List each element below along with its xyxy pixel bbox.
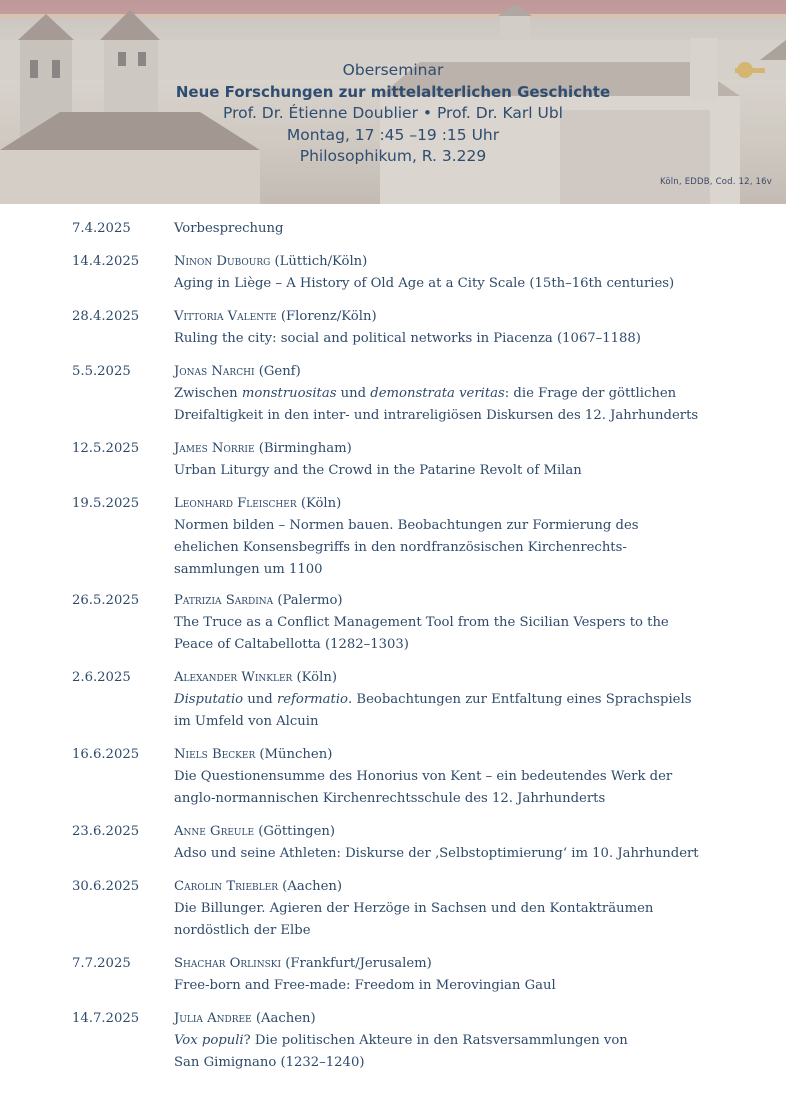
seminar-series: Oberseminar [342,61,444,79]
talk-title-line: ehelichen Konsensbegriffs in den nordfranzösischen Kirchenrechts- [174,540,627,555]
talk-title-line: Vorbesprechung [174,221,284,236]
entry-body [174,744,764,810]
entry-date: 16.6.2025 [72,747,140,762]
entry-body [174,251,764,295]
entry-date: 26.5.2025 [72,593,140,608]
entry-speaker [174,361,764,383]
speaker-affiliation: (Lüttich/Köln) [270,254,368,269]
speaker-name: Anne Greule [174,824,255,839]
entry-date: 14.4.2025 [72,254,140,269]
entry-date: 7.7.2025 [72,956,131,971]
entry-date: 5.5.2025 [72,364,131,379]
talk-title-line: im Umfeld von Alcuin [174,714,319,729]
entry-speaker [174,493,764,515]
speaker-affiliation: (Genf) [254,364,301,379]
entry-date: 7.4.2025 [72,221,131,236]
talk-title-line: Zwischen monstruositas und demonstrata veritas: die Frage der göttlichen [174,386,677,401]
entry-speaker [174,667,764,689]
image-credit: Köln, EDDB, Cod. 12, 16v [659,177,772,187]
speaker-affiliation: (München) [255,747,333,762]
talk-title-line: Die Questionensumme des Honorius von Kent – ein bedeutendes Werk der [174,769,673,784]
entry-date: 30.6.2025 [72,879,140,894]
speaker-name: Ninon Dubourg [174,254,271,269]
talk-title-line: Disputatio und reformatio. Beobachtungen zur Entfaltung eines Sprachspiels [174,692,692,707]
entry-speaker [174,953,764,975]
talk-title-line: Free-born and Free-made: Freedom in Merovingian Gaul [174,978,556,993]
entry-body [174,493,764,581]
session-time: Montag, 17 :45 –19 :15 Uhr [286,125,500,144]
talk-title-line: The Truce as a Conflict Management Tool from the Sicilian Vespers to the [174,615,669,630]
entry-speaker [174,821,764,843]
speaker-affiliation: (Palermo) [273,593,343,608]
speaker-name: Patrizia Sardina [174,593,274,608]
speaker-affiliation: (Aachen) [251,1011,316,1026]
entry-date: 2.6.2025 [72,670,131,685]
entry-body [174,218,764,240]
speaker-affiliation: (Frankfurt/Jerusalem) [281,956,432,971]
talk-title-line: Vox populi? Die politischen Akteure in den Ratsversammlungen von [174,1033,628,1048]
entry-body [174,667,764,733]
entry-speaker [174,876,764,898]
entry-speaker [174,590,764,612]
entry-body [174,821,764,865]
entry-body [174,876,764,942]
speaker-name: Shachar Orlinski [174,956,282,971]
speaker-affiliation: (Köln) [292,670,337,685]
entry-speaker [174,251,764,273]
entry-speaker [174,1008,764,1030]
entry-body [174,306,764,350]
entry-speaker [174,744,764,766]
talk-title-line: anglo-normannischen Kirchenrechtsschule des 12. Jahrhunderts [174,791,606,806]
entry-date: 23.6.2025 [72,824,140,839]
talk-title-line: Dreifaltigkeit in den inter- und intrareligiösen Diskursen des 12. Jahrhunderts [174,408,699,423]
entry-date: 28.4.2025 [72,309,140,324]
talk-title-line: Aging in Liège – A History of Old Age at a City Scale (15th–16th centuries) [174,276,675,291]
entry-date: 12.5.2025 [72,441,140,456]
talk-title-line: San Gimignano (1232–1240) [174,1055,365,1070]
entry-body [174,361,764,427]
speaker-affiliation: (Birmingham) [254,441,352,456]
speaker-affiliation: (Göttingen) [254,824,336,839]
speaker-name: Julia Andree [174,1011,252,1026]
entry-body [174,1008,764,1074]
speaker-affiliation: (Köln) [296,496,342,511]
talk-title-line: Ruling the city: social and political networks in Piacenza (1067–1188) [174,331,641,346]
talk-title-line: Peace of Caltabellotta (1282–1303) [174,637,409,652]
talk-title-line: sammlungen um 1100 [174,562,323,577]
seminar-title: Neue Forschungen zur mittelalterlichen Geschichte [175,82,611,101]
speaker-name: James Norrie [174,441,255,456]
entry-body [174,953,764,997]
speaker-affiliation: (Florenz/Köln) [276,309,377,324]
speaker-name: Carolin Triebler [174,879,278,894]
talk-title-line: Adso und seine Athleten: Diskurse der ‚Selbstoptimierung‘ im 10. Jahrhundert [174,846,699,861]
speaker-affiliation: (Aachen) [277,879,343,894]
session-room: Philosophikum, R. 3.229 [299,147,487,165]
entry-speaker [174,306,764,328]
speaker-name: Jonas Narchi [174,364,255,379]
header-banner [0,0,786,204]
entry-body [174,590,764,656]
talk-title-line: Urban Liturgy and the Crowd in the Patarine Revolt of Milan [174,463,582,478]
speaker-name: Niels Becker [174,747,256,762]
entry-date: 19.5.2025 [72,496,140,511]
speaker-name: Leonhard Fleischer [174,496,297,511]
speaker-name: Vittoria Valente [174,309,277,324]
talk-title-line: Normen bilden – Normen bauen. Beobachtungen zur Formierung des [174,518,639,533]
talk-title-line: Die Billunger. Agieren der Herzöge in Sachsen und den Kontakträumen [174,901,654,916]
entry-body [174,438,764,482]
talk-title-line: nordöstlich der Elbe [174,923,311,938]
entry-date: 14.7.2025 [72,1011,140,1026]
organizers: Prof. Dr. Étienne Doublier • Prof. Dr. Karl Ubl [223,104,563,122]
speaker-name: Alexander Winkler [174,670,293,685]
entry-speaker [174,438,764,460]
